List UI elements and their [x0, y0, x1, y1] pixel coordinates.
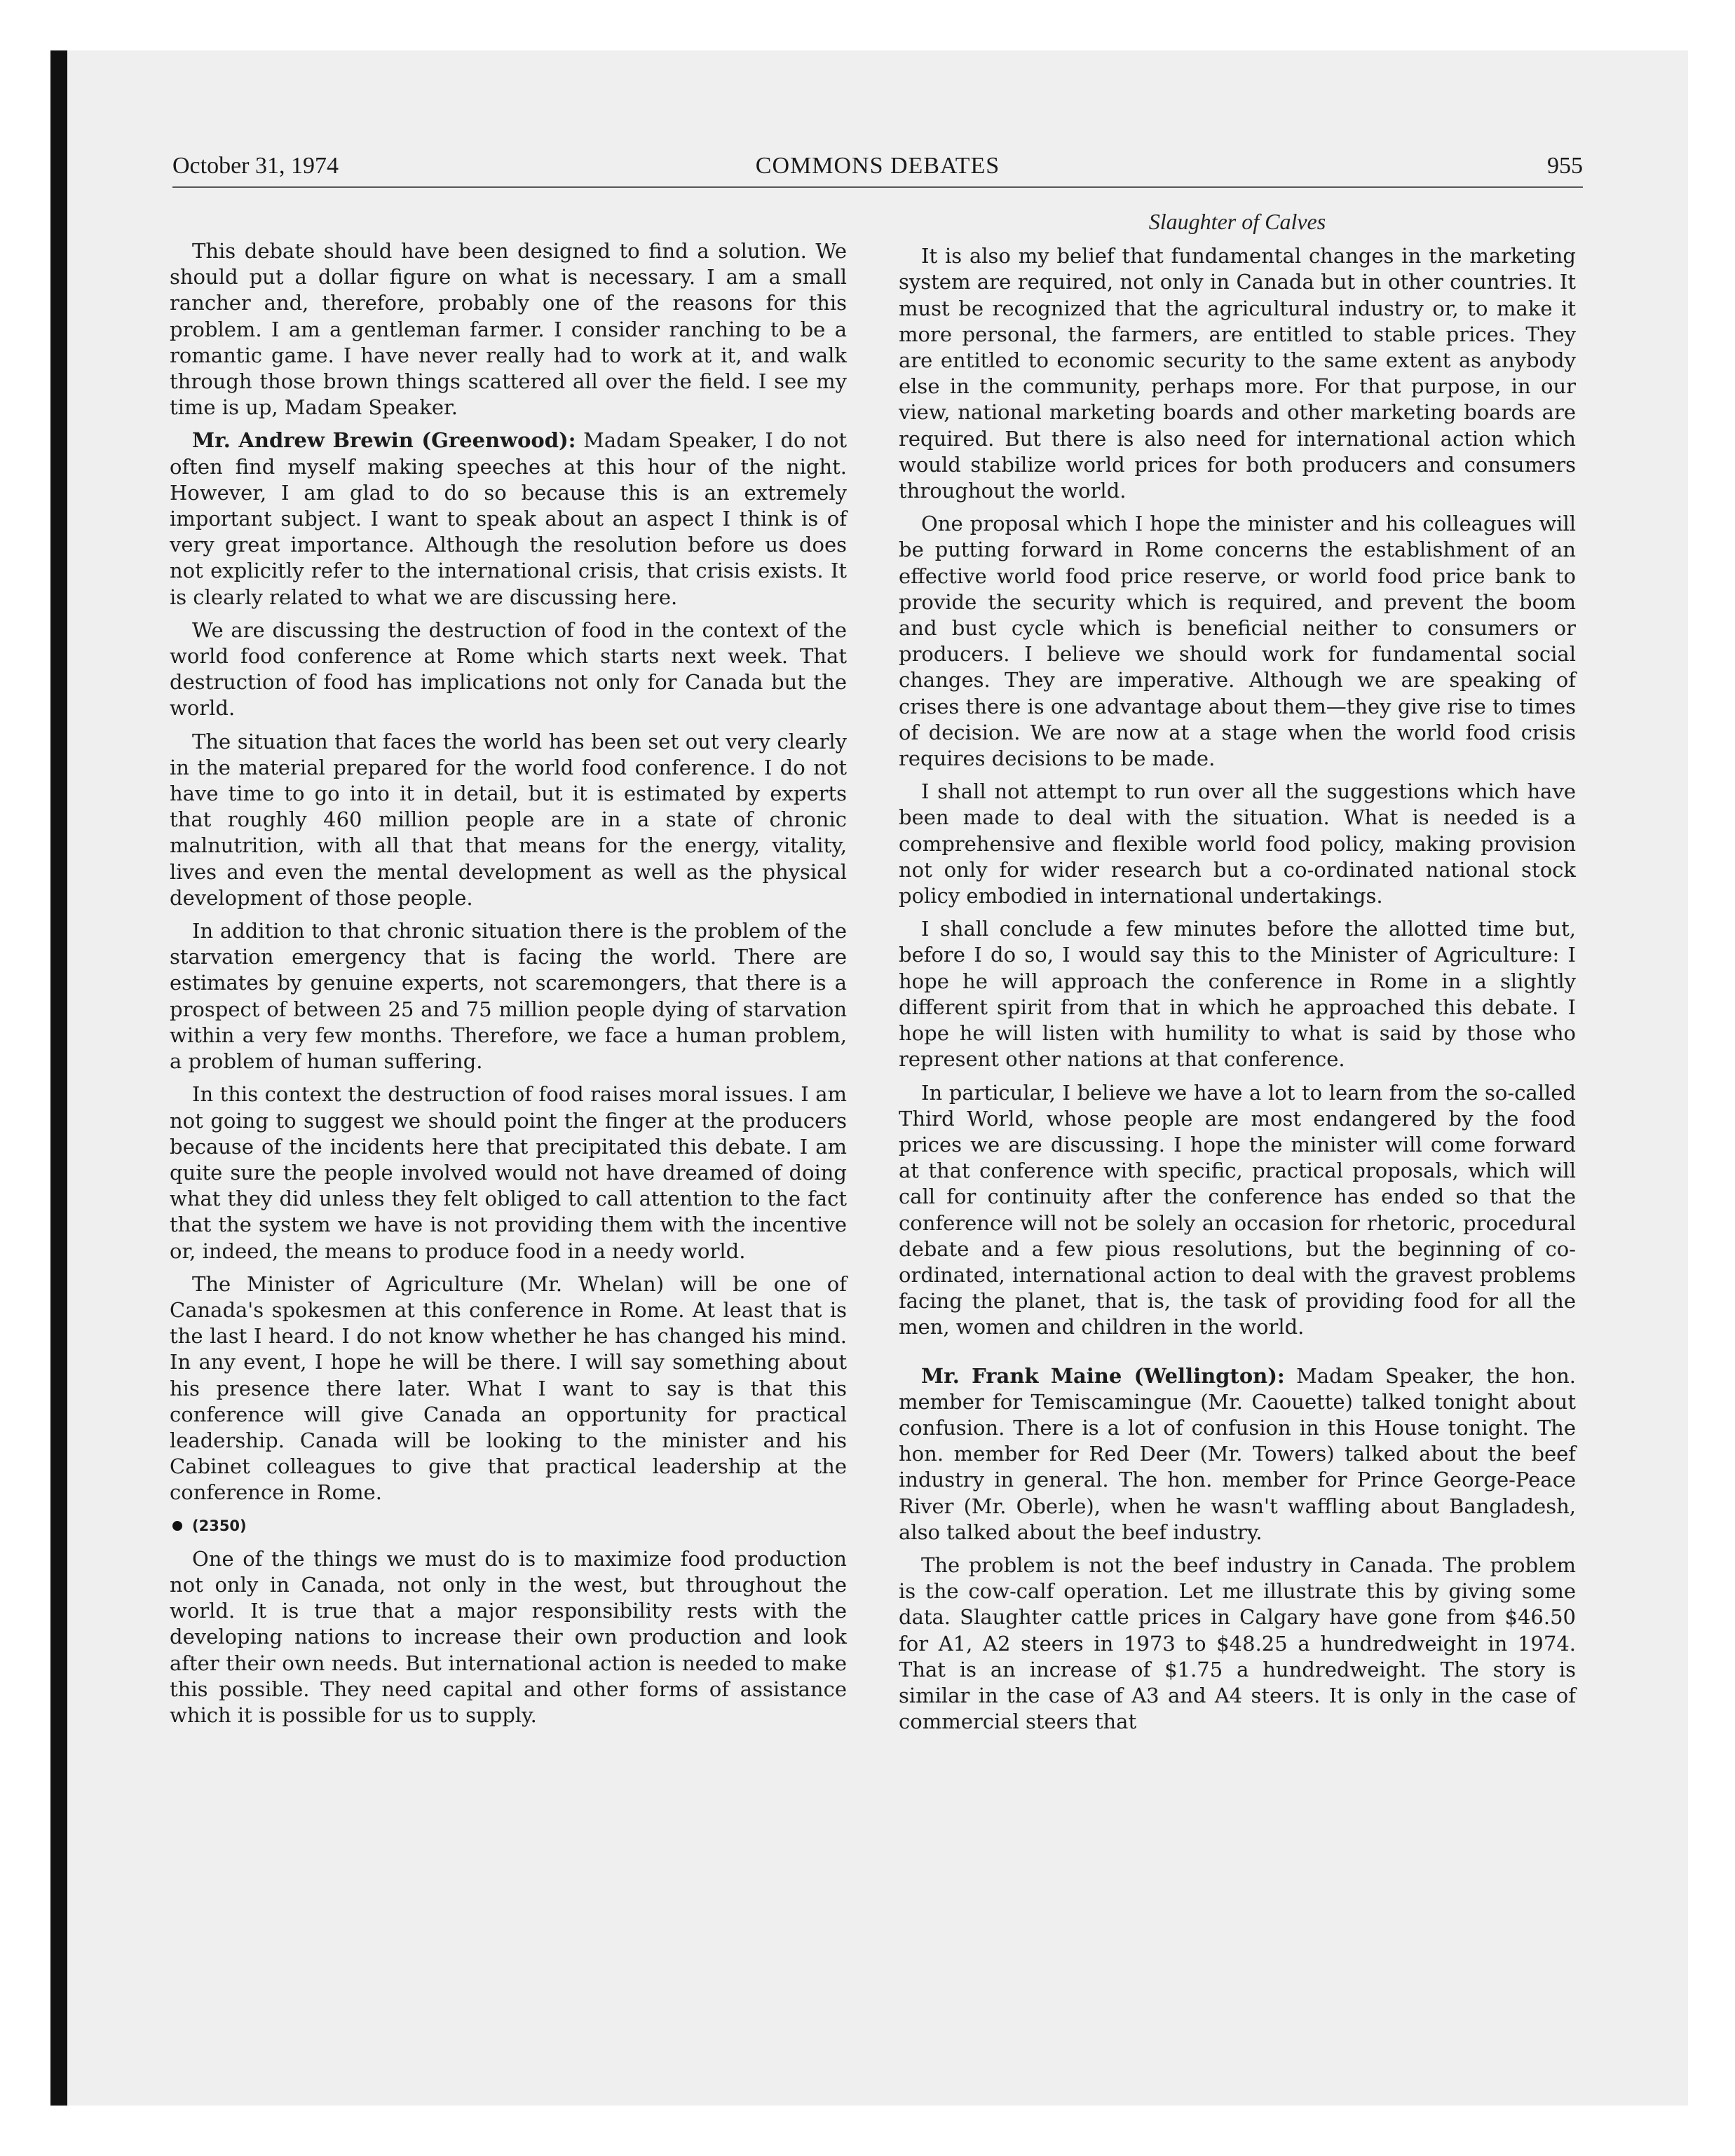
spacer	[899, 1348, 1576, 1363]
paragraph: In this context the destruction of food raises moral issues. I am not going to suggest we should point the finger at the producers because of the incidents here that precipitated this debate. I am quite sure the people involved would not have dreamed of doing what they did unless they felt obliged to call attention to the fact that the system we have is not providing them with the incentive or, indeed, the means to produce food in a needy world.	[170, 1082, 847, 1263]
paragraph: The situation that faces the world has been set out very clearly in the material prepared for the world food conference. I do not have time to go into it in detail, but it is estimated by experts that roughly 460 million people are in a state of chronic malnutrition, with all that that means for the energy, vitality, lives and even the mental development as well as the physical development of those people.	[170, 729, 847, 910]
header-page-number: 955	[1547, 153, 1583, 179]
header-title: COMMONS DEBATES	[755, 153, 1000, 179]
time-marker	[172, 1513, 847, 1539]
scan-edge-bar	[50, 50, 67, 2106]
paragraph: I shall not attempt to run over all the suggestions which have been made to deal with the situation. What is needed is a comprehensive and flexible world food policy, making provision not only for wider research but a co-ordinated national stock policy embodied in international undertakings.	[899, 779, 1576, 908]
paragraph-speech	[899, 1363, 1576, 1546]
time-marker-label: (2350)	[192, 1517, 247, 1534]
speaker-name: Mr. Andrew Brewin (Greenwood):	[192, 428, 576, 453]
right-column	[899, 209, 1576, 1906]
paragraph: We are discussing the destruction of food in the context of the world food conference at Rome which starts next week. That destruction of food has implications not only for Canada but the world.	[170, 618, 847, 721]
speaker-name: Mr. Frank Maine (Wellington):	[921, 1363, 1285, 1388]
paragraph: In particular, I believe we have a lot to learn from the so-called Third World, whose people are most endangered by the food prices we are discussing. I hope the minister will come forward at that conference with specific, practical proposals, which will call for continuity after the conference has ended so that the conference will not be solely an occasion for rhetoric, procedural debate and a few pious resolutions, but the beginning of co-ordinated, international action to deal with the gravest problems facing the planet, that is, the task of providing food for all the men, women and children in the world.	[899, 1080, 1576, 1339]
page-header	[172, 150, 1583, 188]
paragraph-speech	[170, 428, 847, 610]
paragraph: One of the things we must do is to maximize food production not only in Canada, not only in the west, but throughout the world. It is true that a major responsibility rests with the developing nations to increase their own production and look after their own needs. But international action is needed to make this possible. They need capital and other forms of assistance which it is possible for us to supply.	[170, 1546, 847, 1727]
paragraph: The Minister of Agriculture (Mr. Whelan) will be one of Canada's spokesmen at this conference in Rome. At least that is the last I heard. I do not know whether he has changed his mind. In any event, I hope he will be there. I will say something about his presence there later. What I want to say is that this conference will give Canada an opportunity for practical leadership. Canada will be looking to the minister and his Cabinet colleagues to give that practical leadership at the conference in Rome.	[170, 1271, 847, 1505]
bullet-icon	[172, 1521, 182, 1531]
paragraph: This debate should have been designed to find a solution. We should put a dollar figure on what is necessary. I am a small rancher and, therefore, probably one of the reasons for this problem. I am a gentleman farmer. I consider ranching to be a romantic game. I have never really had to work at it, and walk through those brown things scattered all over the field. I see my time is up, Madam Speaker.	[170, 239, 847, 420]
left-column	[170, 238, 847, 1906]
paragraph: I shall conclude a few minutes before the allotted time but, before I do so, I would say this to the Minister of Agriculture: I hope he will approach the conference in Rome in a slightly different spirit from that in which he approached this debate. I hope he will listen with humility to what is said by those who represent other nations at that conference.	[899, 917, 1576, 1072]
speech-text: Madam Speaker, I do not often find myself making speeches at this hour of the night. However, I am glad to do so because this is an extremely important subject. I want to speak about an aspect I think is of very great importance. Although the resolution before us does not explicitly refer to the international crisis, that crisis exists. It is clearly related to what we are discussing here.	[170, 428, 847, 609]
section-subheading: Slaughter of Calves	[1148, 209, 1326, 234]
paragraph: The problem is not the beef industry in Canada. The problem is the cow-calf operation. Let me illustrate this by giving some data. Slaughter cattle prices in Calgary have gone from $46.50 for A1, A2 steers in 1973 to $48.25 a hundredweight in 1974. That is an increase of $1.75 a hundredweight. The story is similar in the case of A3 and A4 steers. It is only in the case of commercial steers that	[899, 1553, 1576, 1734]
header-date: October 31, 1974	[172, 153, 339, 179]
speech-text: Madam Speaker, the hon. member for Temiscamingue (Mr. Caouette) talked tonight about confusion. There is a lot of confusion in this House tonight. The hon. member for Red Deer (Mr. Towers) talked about the beef industry in general. The hon. member for Prince George-Peace River (Mr. Oberle), when he wasn't waffling about Bangladesh, also talked about the beef industry.	[899, 1363, 1576, 1544]
paragraph: It is also my belief that fundamental changes in the marketing system are required, not only in Canada but in other countries. It must be recognized that the agricultural industry or, to make it more personal, the farmers, are entitled to stable prices. They are entitled to economic security to the same extent as anybody else in the community, perhaps more. For that purpose, in our view, national marketing boards and other marketing boards are required. But there is also need for international action which would stabilize world prices for both producers and consumers throughout the world.	[899, 244, 1576, 503]
paragraph: One proposal which I hope the minister and his colleagues will be putting forward in Rome concerns the establishment of an effective world food price reserve, or world food price bank to provide the security which is required, and prevent the boom and bust cycle which is beneficial neither to consumers or producers. I believe we should work for fundamental social changes. They are imperative. Although we are speaking of crises there is one advantage about them—they give rise to times of decision. We are now at a stage when the world food crisis requires decisions to be made.	[899, 512, 1576, 771]
paragraph: In addition to that chronic situation there is the problem of the starvation emergency that is facing the world. There are estimates by genuine experts, not scaremongers, that there is a prospect of between 25 and 75 million people dying of starvation within a very few months. Therefore, we face a human problem, a problem of human suffering.	[170, 919, 847, 1074]
